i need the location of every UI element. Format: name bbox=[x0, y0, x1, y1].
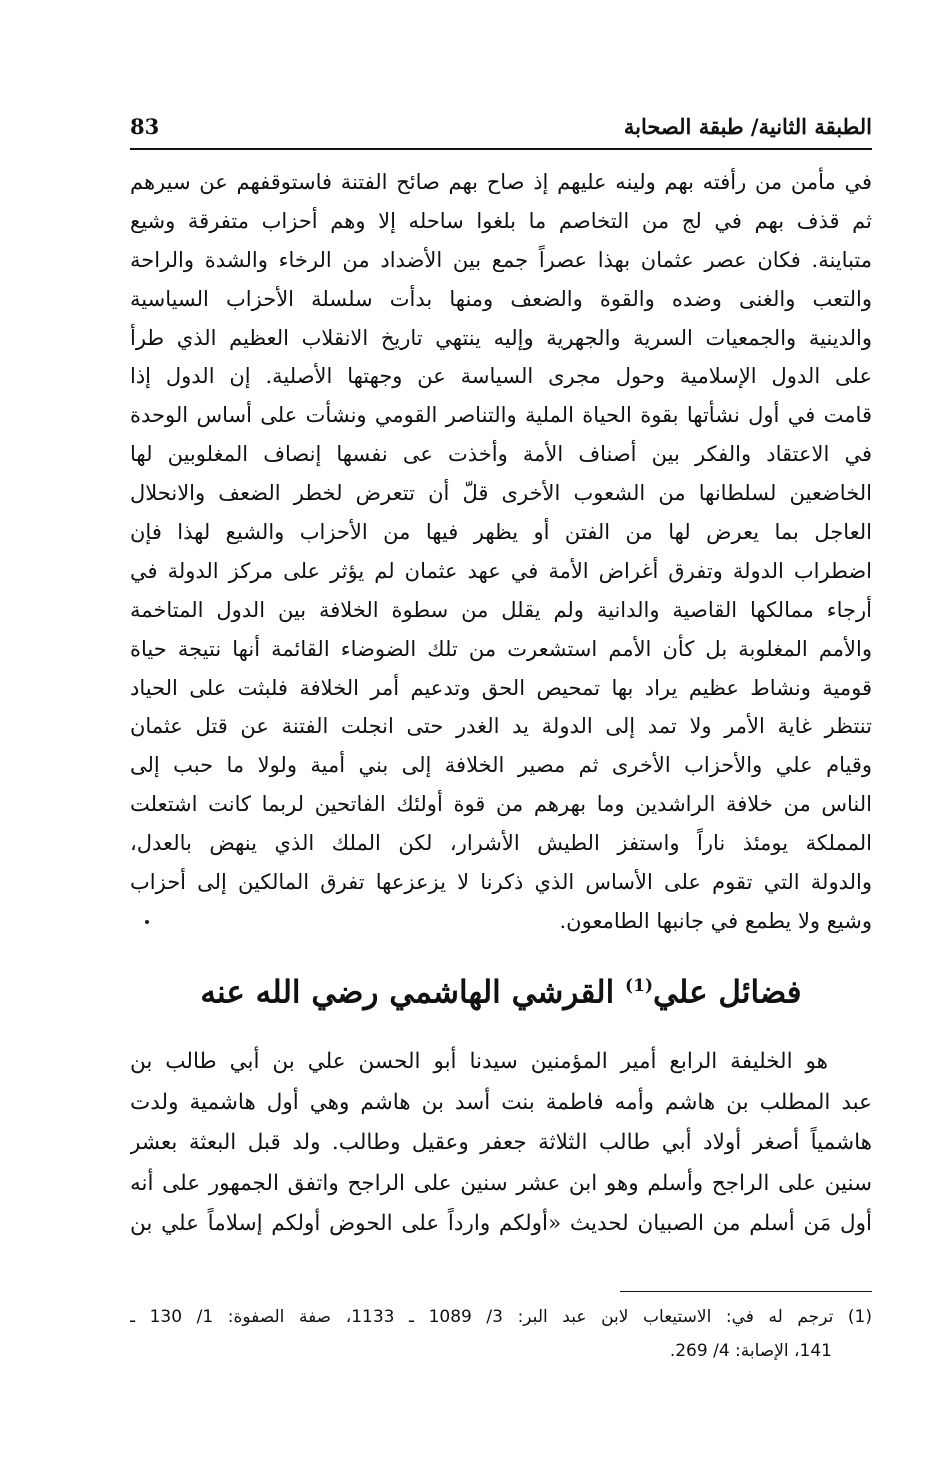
paragraph-line: تنتظر غاية الأمر ولا تمد إلى الدولة يد الغدر حتى انجلت الفتنة عن قتل عثمان bbox=[130, 714, 872, 739]
footnote-rule bbox=[620, 1291, 872, 1292]
print-speck bbox=[145, 920, 149, 924]
paragraph-line: والأمم المغلوبة بل كأن الأمم استشعرت من تلك الضوضاء القائمة أنها نتيجة حياة bbox=[130, 636, 872, 661]
paragraph-line: في الاعتقاد والفكر بين أصناف الأمة وأخذت عى نفسها إنصاف المغلوبين لها bbox=[130, 442, 872, 467]
paragraph-line: المملكة يومئذ ناراً واستفز الطيش الأشرار، لكن الملك الذي ينهض بالعدل، bbox=[130, 831, 872, 856]
footnote bbox=[130, 1300, 872, 1368]
paragraph-line: على الدول الإسلامية وحول مجرى السياسة عن وجهتها الأصلية. إن الدول إذا bbox=[130, 364, 872, 389]
heading-text-rest: القرشي الهاشمي رضي الله عنه bbox=[200, 974, 626, 1011]
paragraph-line: أول مَن أسلم من الصبيان لحديث «أولكم وارداً على الحوض أولكم إسلاماً علي بن bbox=[130, 1211, 872, 1237]
footnote-line: (1) ترجم له في: الاستيعاب لابن عبد البر: 3/ 1089 ـ 1133، صفة الصفوة: 1/ 130 ـ bbox=[130, 1307, 872, 1327]
paragraph-line: الخاضعين لسلطانها من الشعوب الأخرى قلّ أن تتعرض لخطر الضعف والانحلال bbox=[130, 481, 872, 506]
page-number: 83 bbox=[130, 114, 160, 139]
paragraph-line: متباينة. فكان عصر عثمان بهذا عصراً جمع بين الأضداد من الرخاء والشدة والراحة bbox=[130, 247, 872, 272]
footnote-line: 141، الإصابة: 4/ 269. bbox=[669, 1341, 832, 1361]
paragraph-line: العاجل بما يعرض لها من الفتن أو يظهر فيها من الأحزاب والشيع لهذا فإن bbox=[130, 520, 872, 545]
running-header bbox=[130, 112, 872, 148]
paragraph-line: هو الخليفة الرابع أمير المؤمنين سيدنا أبو الحسن علي بن أبي طالب بن bbox=[130, 1049, 828, 1074]
main-paragraph bbox=[130, 163, 872, 941]
paragraph-line: والدولة التي تقوم على الأساس الذي ذكرنا لا يزعزعها تفرق المالكين إلى أحزاب bbox=[130, 870, 872, 895]
paragraph-line: أرجاء ممالكها القاصية والدانية ولم يقلل من سطوة الخلافة بين الدول المتاخمة bbox=[130, 597, 872, 622]
paragraph-line: والتعب والغنى وضده والقوة والضعف ومنها بدأت سلسلة الأحزاب السياسية bbox=[130, 286, 872, 311]
running-title: الطبقة الثانية/ طبقة الصحابة bbox=[623, 114, 872, 139]
paragraph-line: والدينية والجمعيات السرية والجهرية وإليه ينتهي تاريخ الانقلاب العظيم الذي طرأ bbox=[130, 325, 872, 350]
paragraph-line: في مأمن من رأفته بهم ولينه عليهم إذ صاح بهم صائح الفتنة فاستوقفهم عن سيرهم bbox=[130, 170, 872, 194]
paragraph-line: هاشمياً أصغر أولاد أبي طالب الثلاثة جعفر وعقيل وطالب. ولد قبل البعثة بعشر bbox=[130, 1130, 872, 1156]
section-paragraph bbox=[130, 1042, 872, 1245]
paragraph-line: اضطراب الدولة وتفرق أغراض الأمة في عهد عثمان لم يؤثر على مركز الدولة في bbox=[130, 558, 872, 583]
paragraph-line: عبد المطلب بن هاشم وأمه فاطمة بنت أسد بن هاشم وهي أول هاشمية ولدت bbox=[130, 1089, 872, 1115]
paragraph-line: وشيع ولا يطمع في جانبها الطامعون. bbox=[559, 908, 872, 933]
section-heading bbox=[130, 956, 872, 1016]
header-rule bbox=[130, 148, 872, 150]
heading-text: فضائل علي bbox=[652, 974, 802, 1011]
paragraph-line: الناس من خلافة الراشدين وما بهرهم من قوة أولئك الفاتحين لربما كانت اشتعلت bbox=[130, 792, 872, 817]
footnote-marker: (1) bbox=[625, 976, 653, 996]
paragraph-line: قامت في أول نشأتها بقوة الحياة الملية والتناصر القومي ونشأت على أساس الوحدة bbox=[130, 403, 872, 428]
paragraph-line: وقيام علي والأحزاب الأخرى ثم مصير الخلافة إلى بني أمية ولولا ما حبب إلى bbox=[130, 753, 872, 778]
paragraph-line: قومية ونشاط عظيم يراد بها تمحيص الحق وتدعيم أمر الخلافة فلبثت على الحياد bbox=[130, 675, 872, 700]
paragraph-line: ثم قذف بهم في لج من التخاصم ما بلغوا ساحله إلا وهم أحزاب متفرقة وشيع bbox=[130, 208, 872, 233]
paragraph-line: سنين على الراجح وأسلم وهو ابن عشر سنين على الراجح واتفق الجمهور على أنه bbox=[130, 1170, 872, 1196]
